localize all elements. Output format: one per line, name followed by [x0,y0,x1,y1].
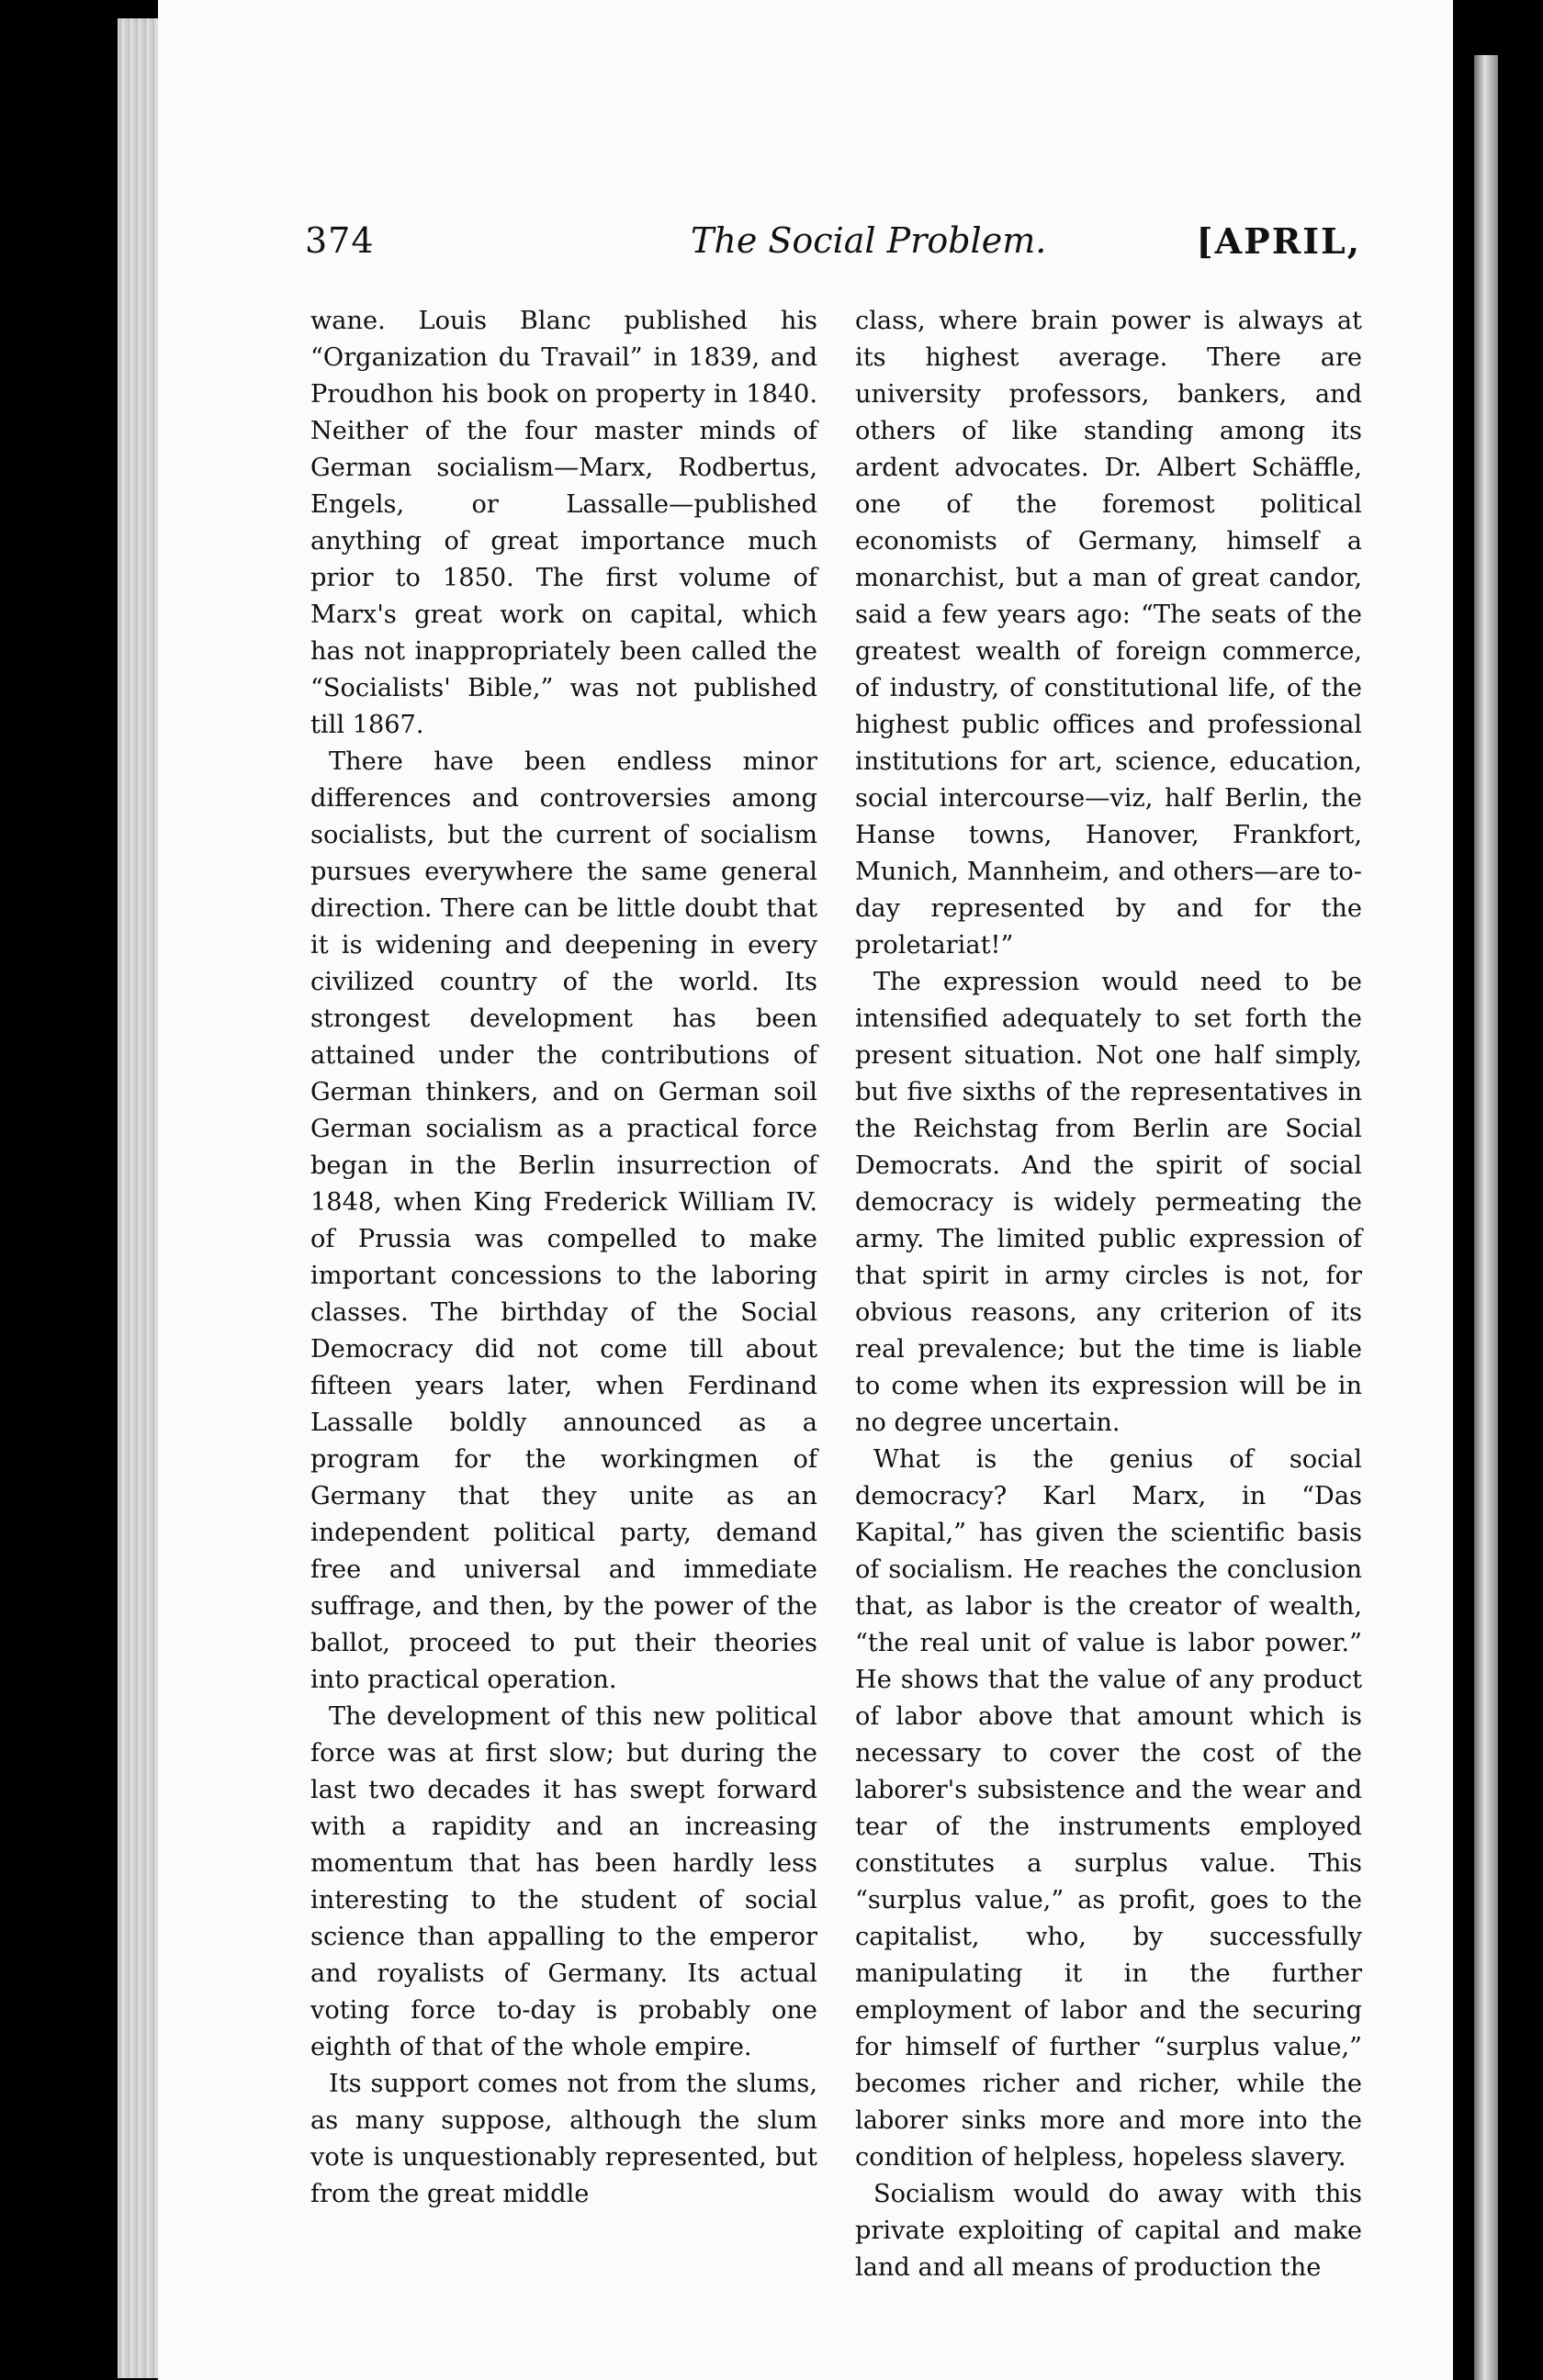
scan-border-left [0,0,119,2380]
paragraph: Its support comes not from the slums, as many suppose, although the slum vote is unquestionably represented, but from the great middle [310,2070,817,2208]
running-head [305,220,1361,275]
facing-page-edge [1474,55,1498,2380]
stacked-page-edges [118,18,160,2378]
paragraph: There have been endless minor differences and controversies among socialists, but the current of socialism pursues everywhere the same general direction. There can be little doubt that it is widening and deepening in every civilized country of the world. Its strongest development has been attained under the contributions of German thinkers, and on German soil German socialism as a practical force began in the Berlin insurrection of 1848, when King Frederick William IV. of Prussia was compelled to make important concessions to the laboring classes. The birthday of the Social Democracy did not come till about fifteen years later, when Ferdinand Lassalle boldly announced as a program for the workingmen of Germany that they unite as an independent political party, demand free and universal and immediate suffrage, and then, by the power of the ballot, proceed to put their theories into practical operation. [310,747,817,1694]
right-column [855,303,1362,2286]
running-month: [APRIL, [1196,220,1361,262]
paragraph: What is the genius of social democracy? Karl Marx, in “Das Kapital,” has given the scientific basis of socialism. He reaches the conclusion that, as labor is the creator of wealth, “the real unit of value is labor power.” He shows that the value of any product of labor above that amount which is necessary to cover the cost of the laborer's subsistence and the wear and tear of the instruments employed constitutes a surplus value. This “surplus value,” as profit, goes to the capitalist, who, by successfully manipulating it in the further employment of labor and the securing for himself of further “surplus value,” becomes richer and richer, while the laborer sinks more and more into the condition of helpless, hopeless slavery. [855,1445,1362,2172]
paragraph: Socialism would do away with this private exploiting of capital and make land and all means of production the [855,2180,1362,2282]
page-number: 374 [305,220,375,261]
paragraph: The development of this new political force was at first slow; but during the last two decades it has swept forward with a rapidity and an increasing momentum that has been hardly less interesting to the student of social science than appalling to the emperor and royalists of Germany. Its actual voting force to-day is probably one eighth of that of the whole empire. [310,1702,817,2061]
running-title: The Social Problem. [691,220,1047,261]
left-column [310,303,817,2213]
paragraph: wane. Louis Blanc published his “Organization du Travail” in 1839, and Proudhon his book on property in 1840. Neither of the four master minds of German socialism—Marx, Rodbertus, Engels, or Lassalle—published anything of great importance much prior to 1850. The first volume of Marx's great work on capital, which has not inappropriately been called the “Socialists' Bible,” was not published till 1867. [310,307,817,739]
paragraph: class, where brain power is always at its highest average. There are university professors, bankers, and others of like standing among its ardent advocates. Dr. Albert Schäffle, one of the foremost political economists of Germany, himself a monarchist, but a man of great candor, said a few years ago: “The seats of the greatest wealth of foreign commerce, of industry, of constitutional life, of the highest public offices and professional institutions for art, science, education, social intercourse—viz, half Berlin, the Hanse towns, Hanover, Frankfort, Munich, Mannheim, and others—are to-day represented by and for the proletariat!” [855,307,1362,960]
paragraph: The expression would need to be intensified adequately to set forth the present situation. Not one half simply, but five sixths of the representatives in the Reichstag from Berlin are Social Democrats. And the spirit of social democracy is widely permeating the army. The limited public expression of that spirit in army circles is not, for obvious reasons, any criterion of its real prevalence; but the time is liable to come when its expression will be in no degree uncertain. [855,968,1362,1437]
scan-border-right [1453,0,1543,2380]
